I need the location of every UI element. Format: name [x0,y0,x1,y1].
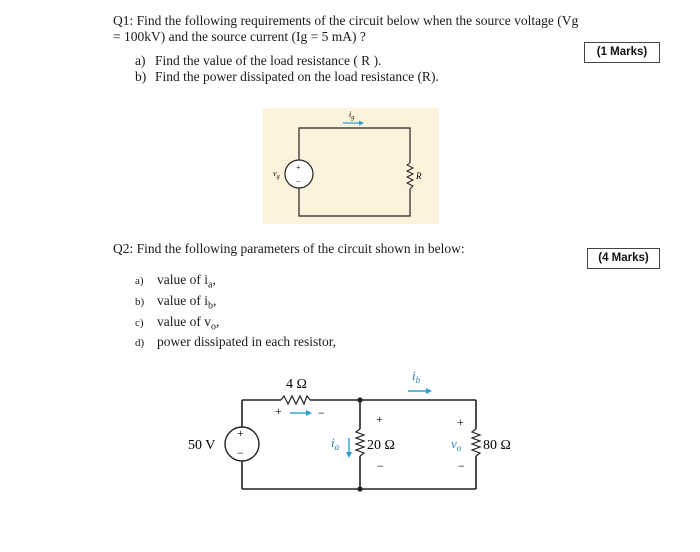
q1-line-2: = 100kV) and the source current (Ig = 5 mA) ? [113,29,366,44]
q2-r1-minus: − [318,406,325,420]
q2-ib-arrowhead [426,388,432,394]
q2-item-d-label: d) [135,337,145,349]
q1-resistor-label: R [416,171,422,181]
q2-title: Q2: Find the following parameters of the circuit shown in below: [113,241,465,256]
q2-item-d: power dissipated in each resistor, [157,334,337,349]
q2-node-top [357,397,362,402]
q2-ib-label: $i_b$ [412,368,421,385]
q2-ia-arrowhead [346,452,352,458]
q1-circuit-diagram [263,108,439,224]
q2-item-a: value of $i_a$, [157,272,216,291]
q1-item-a-label: a) [135,53,146,68]
q1-current-label: $i_g$ [349,110,355,121]
q2-resistor-20ohm [356,429,364,456]
q2-r2-label: 20 Ω [367,438,395,453]
q1-source-minus: − [296,177,301,186]
q1-source-plus: + [296,163,301,172]
q2-r3-plus: + [457,415,464,429]
q2-r2-plus: + [376,412,383,426]
q2-source-label: 50 V [188,438,216,453]
q2-circuit-diagram [180,360,550,500]
q2-resistor-4ohm [281,396,310,404]
q2-source-minus: − [237,446,244,460]
q1-line-1: Q1: Find the following requirements of the circuit below when the source voltage (Vg [113,13,579,28]
q2-r1-current-arrowhead [306,410,312,416]
q2-r1-label: 4 Ω [286,377,307,392]
q2-r3-minus: − [458,459,465,473]
q2-r2-minus: − [377,459,384,473]
q1-item-b-label: b) [135,69,147,84]
q1-item-a-text: Find the value of the load resistance ( R ). [155,53,382,68]
q2-r3-label: 80 Ω [483,438,511,453]
q2-node-bottom [357,486,362,491]
q2-item-b-label: b) [135,296,145,308]
q2-source-plus: + [237,426,244,440]
q2-resistor-80ohm [472,429,480,456]
q2-item-b: value of $i_b$, [157,293,217,312]
q2-vo-label: $v_o$ [451,436,462,453]
q1-source-label: $v_g$ [273,169,280,180]
q2-marks-badge: (4 Marks) [587,248,660,269]
q2-item-a-label: a) [135,275,144,287]
q1-marks-badge: (1 Marks) [584,42,660,63]
q2-item-c-label: c) [135,317,144,329]
q2-ia-label: $i_a$ [331,435,340,452]
q2-item-c: value of $v_o$, [157,314,220,333]
q1-item-b-text: Find the power dissipated on the load resistance (R). [155,69,439,84]
q2-r1-plus: + [275,404,282,418]
